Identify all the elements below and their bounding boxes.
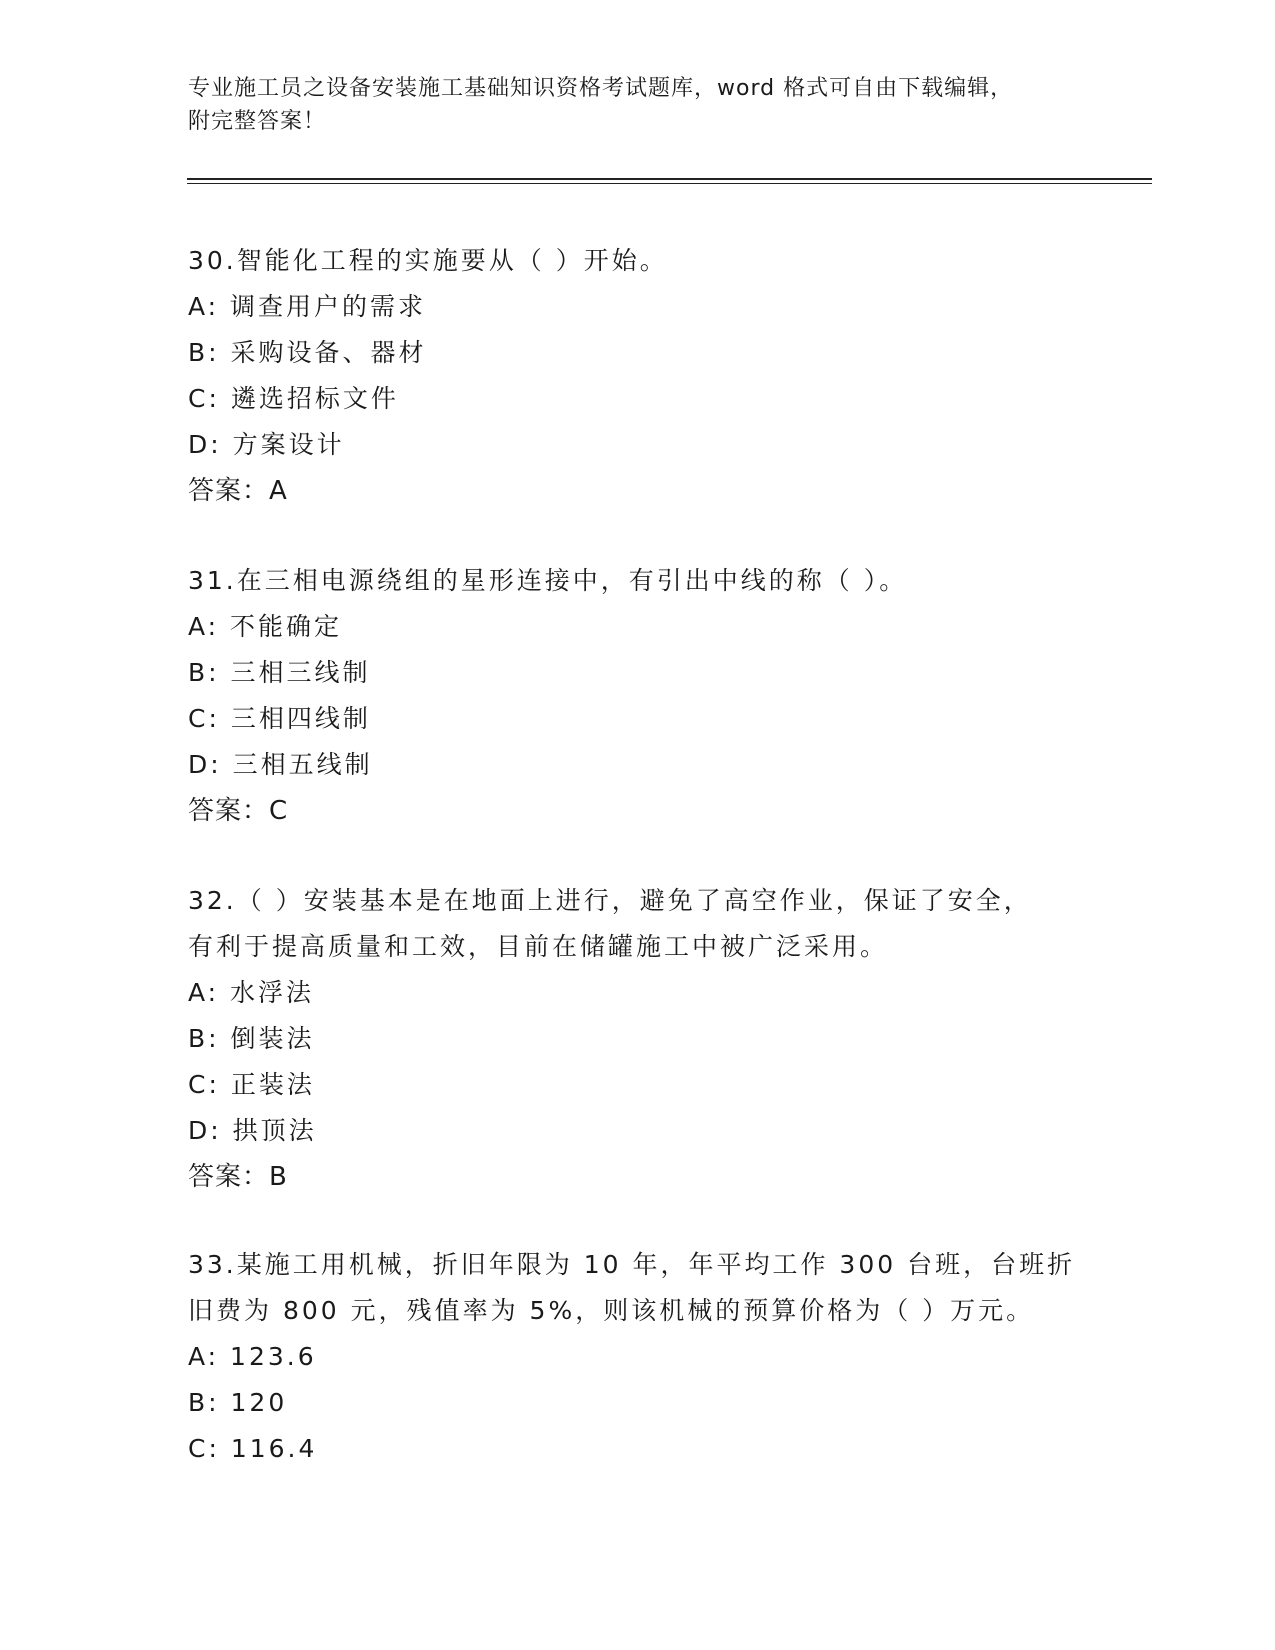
header-line-2: 附完整答案！ — [188, 109, 327, 134]
question-stem-line-2: 旧费为 800 元，残值率为 5%，则该机械的预算价格为（ ）万元。 — [188, 1296, 1035, 1325]
question-32 — [188, 878, 1088, 1200]
answer-line: 答案：A — [188, 476, 288, 506]
option-d: D: 拱顶法 — [188, 1116, 317, 1145]
option-d: D: 三相五线制 — [188, 750, 373, 779]
option-c: C: 三相四线制 — [188, 704, 371, 733]
question-33 — [188, 1242, 1088, 1472]
option-c: C: 遴选招标文件 — [188, 384, 399, 413]
option-b: B: 采购设备、器材 — [188, 338, 427, 367]
answer-line: 答案：B — [188, 1162, 288, 1192]
question-stem-line-1: 33.某施工用机械，折旧年限为 10 年，年平均工作 300 台班，台班折 — [188, 1250, 1076, 1279]
option-b: B: 倒装法 — [188, 1024, 315, 1053]
question-31 — [188, 558, 1088, 834]
option-a: A: 调查用户的需求 — [188, 292, 427, 321]
option-c: C: 正装法 — [188, 1070, 315, 1099]
option-a: A: 水浮法 — [188, 978, 315, 1007]
document-header — [188, 72, 1088, 138]
header-divider-thin — [187, 183, 1152, 184]
option-a: A: 123.6 — [188, 1342, 317, 1371]
option-b: B: 120 — [188, 1388, 288, 1417]
answer-line: 答案：C — [188, 796, 289, 826]
option-c: C: 116.4 — [188, 1434, 318, 1463]
header-line-1: 专业施工员之设备安装施工基础知识资格考试题库，word 格式可自由下载编辑， — [188, 76, 1014, 101]
option-d: D: 方案设计 — [188, 430, 345, 459]
question-stem: 31.在三相电源绕组的星形连接中，有引出中线的称（ ）。 — [188, 566, 908, 595]
question-stem-line-1: 32.（ ）安装基本是在地面上进行，避免了高空作业，保证了安全， — [188, 886, 1032, 915]
option-a: A: 不能确定 — [188, 612, 343, 641]
question-stem-line-2: 有利于提高质量和工效，目前在储罐施工中被广泛采用。 — [188, 932, 889, 961]
option-b: B: 三相三线制 — [188, 658, 371, 687]
header-divider-thick — [187, 178, 1152, 180]
question-stem: 30.智能化工程的实施要从（ ）开始。 — [188, 246, 668, 275]
question-30 — [188, 238, 1088, 514]
